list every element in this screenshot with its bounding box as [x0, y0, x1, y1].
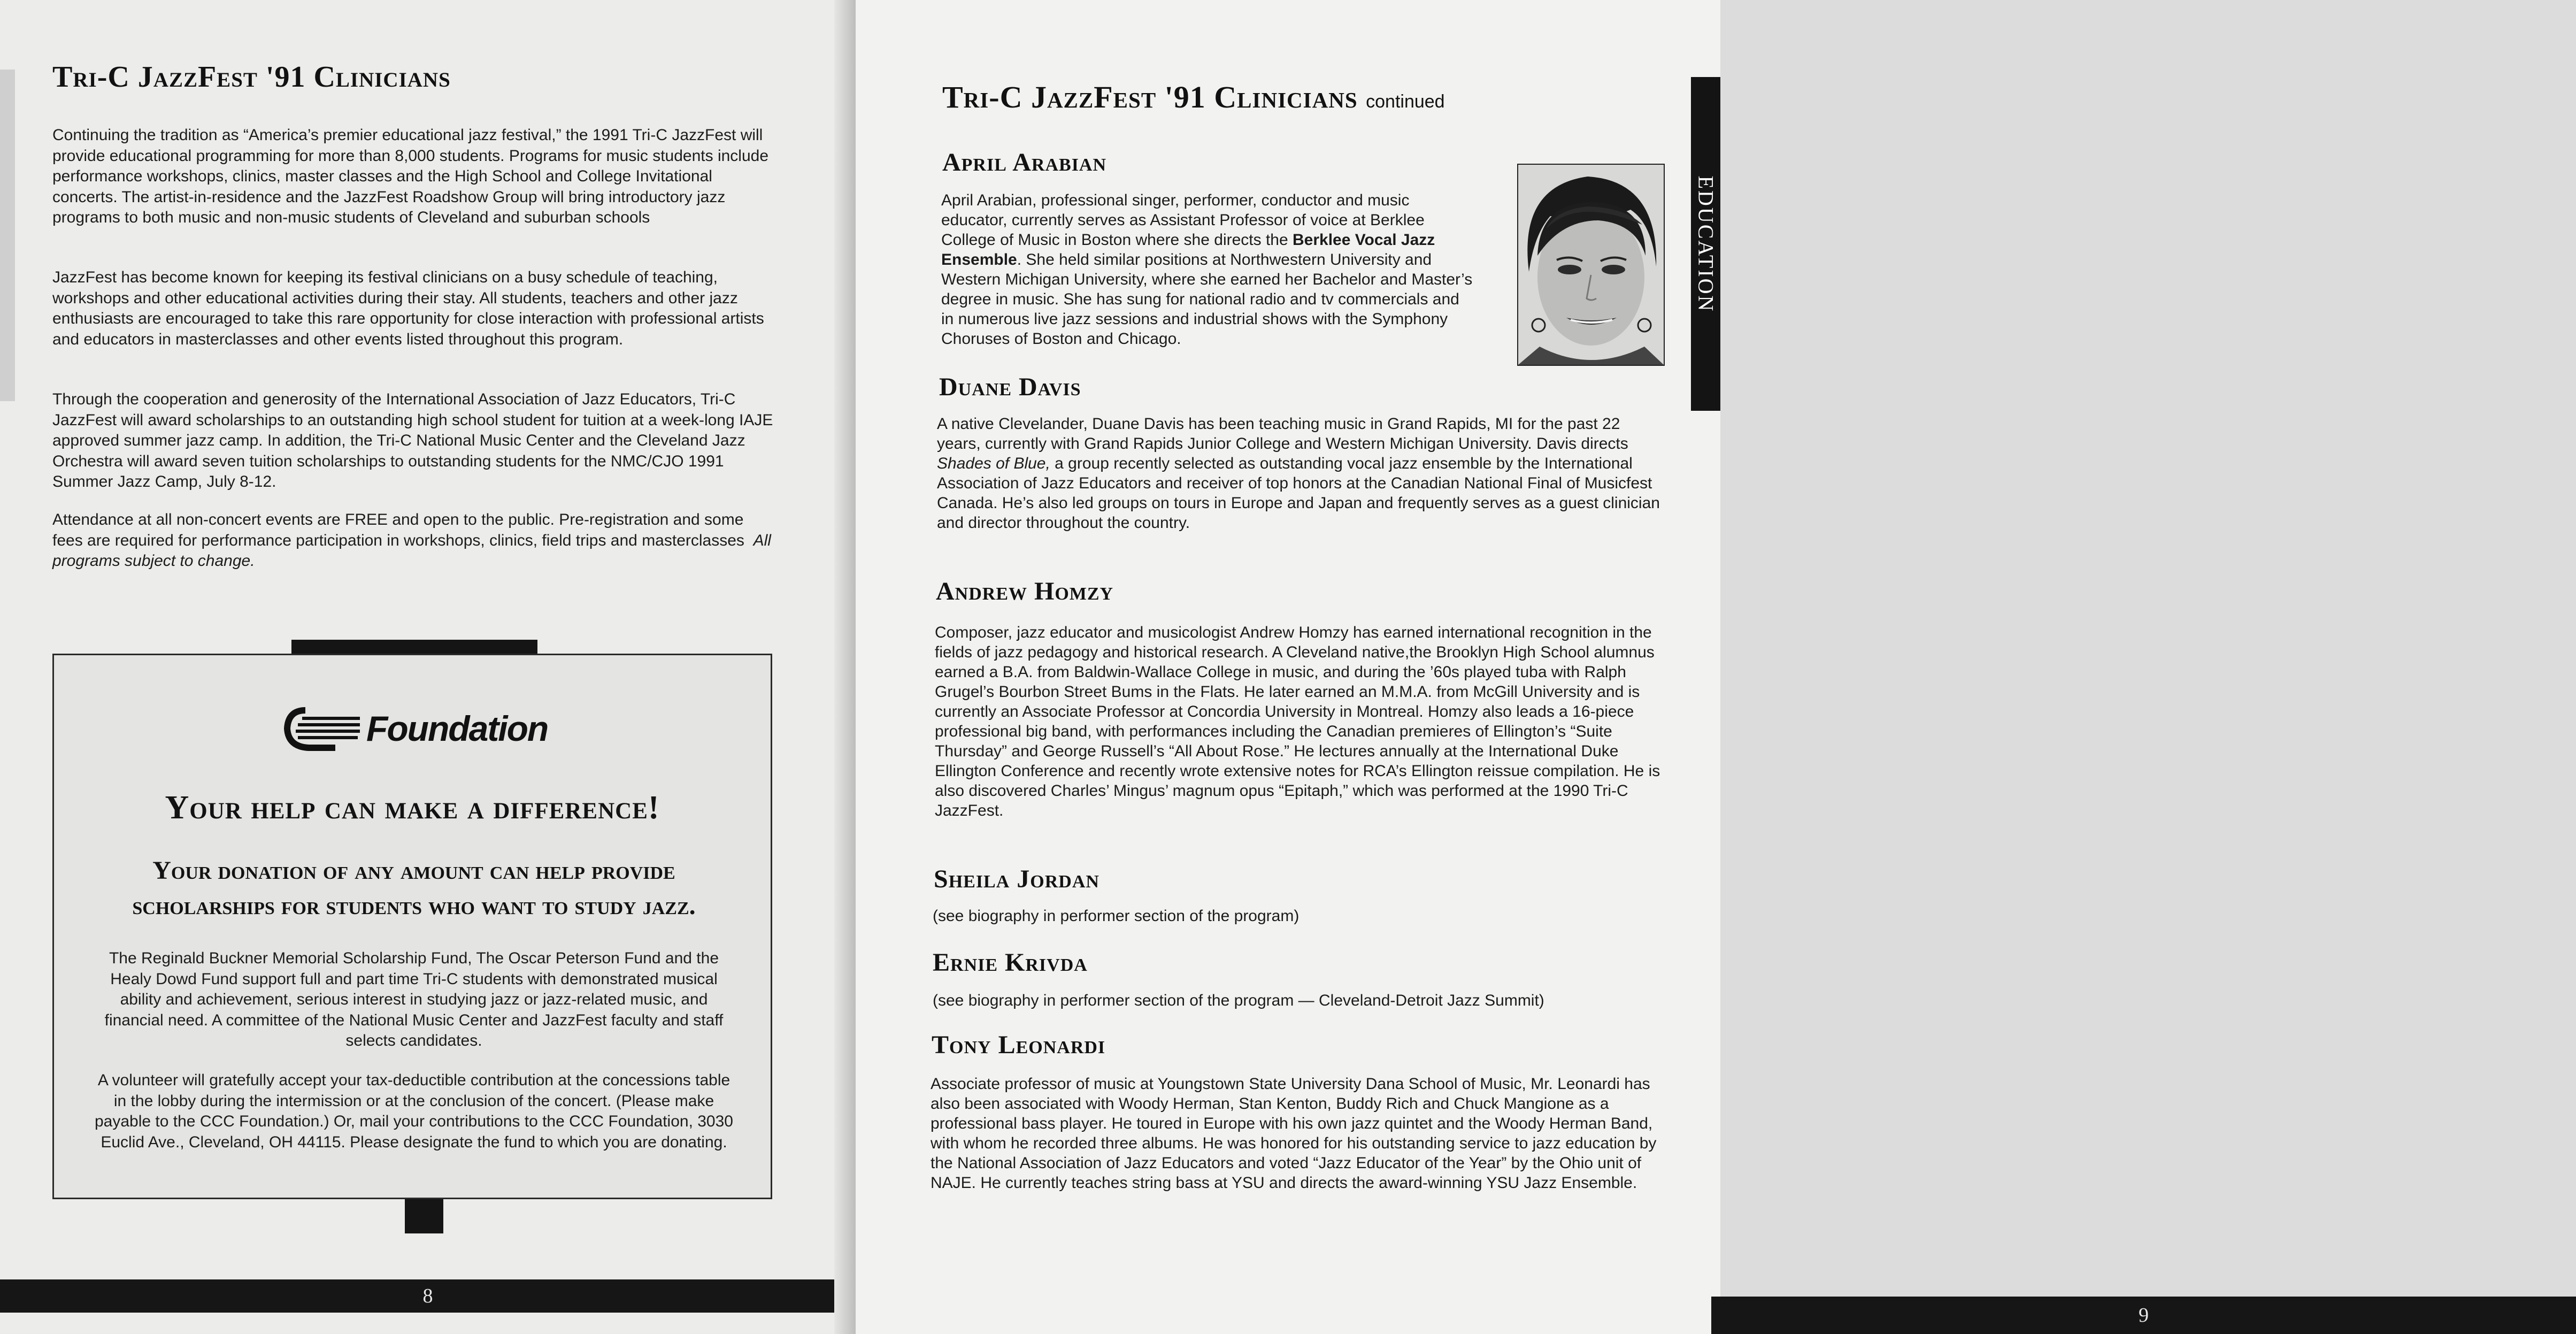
bio-italic-text: Shades of Blue,: [937, 455, 1050, 472]
clinician-photo-arabian: [1517, 164, 1665, 366]
attendance-paragraph: [52, 510, 774, 572]
clinician-bio-leonardi: Associate professor of music at Youngstown State University Dana School of Music, Mr. Leonardi has also been associated with Woody Herman, Stan Kenton, Buddy Rich and Chuck Mangione as a professional bass player. He toured in Europe with his own jazz quintet and the Woody Herman Band, with whom he recorded three albums. He was honored for his outstanding service to jazz education by the National Association of Jazz Educators and voted “Jazz Educator of the Year” by the Ohio unit of NAJE. He currently teaches string bass at YSU and directs the award-winning YSU Jazz Ensemble.: [931, 1075, 1657, 1192]
right-footer-bar: [1711, 1297, 2576, 1334]
intro-paragraph-1: Continuing the tradition as “America’s premier educational jazz festival,” the 1991 Tri-C JazzFest will provide educational programming for more than 8,000 students. Programs for music students include performance workshops, clinics, master classes and the High School and College Invitational concerts. The artist-in-residence and the JazzFest Roadshow Group will bring introductory jazz programs to both music and non-music students of Cleveland and suburban schools: [52, 126, 769, 226]
bio-text: a group recently selected as outstanding vocal jazz ensemble by the International Association of Jazz Educators and receiver of top honors at the Canadian National Final of Musicfest Canada. He’s also led groups on tours in Europe and Japan and frequently serves as a guest clinician and director throughout the country.: [937, 455, 1660, 532]
right-page-title-text: Tri-C JazzFest '91 Clinicians: [942, 80, 1358, 114]
bio-text: . She held similar positions at Northwestern University and Western Michigan University, where she earned her Bachelor and Master’s degree in music. She has sung for national radio and tv commercials and in numerous live jazz sessions and industrial shows with the Symphony Choruses of Boston and Chicago.: [941, 251, 1473, 348]
section-side-tab: [1691, 77, 1720, 411]
right-page-number: 9: [2139, 1304, 2149, 1327]
bio-text: A native Clevelander, Duane Davis has been teaching music in Grand Rapids, MI for the past 22 years, currently with Grand Rapids Junior College and Western Michigan University. Davis directs: [937, 415, 1628, 453]
intro-paragraph-3: Through the cooperation and generosity of the International Association of Jazz Educators, Tri-C JazzFest will award scholarships to an outstanding high school student for tuition at a week-long IAJE approved summer jazz camp. In addition, the Tri-C National Music Center and the Cleveland Jazz Orchestra will award seven tuition scholarships to outstanding students for the NMC/CJO 1991 Summer Jazz Camp, July 8-12.: [52, 390, 773, 490]
clinician-name-davis: Duane Davis: [939, 373, 1081, 401]
foundation-paragraph-2: A volunteer will gratefully accept your tax-deductible contribution at the concessions table in the lobby during the intermission or at the conclusion of the concert. (Please make payable to the CCC Foundation.) Or, mail your contributions to the CCC Foundation, 3030 Euclid Ave., Cleveland, OH 44115. Please designate the fund to which you are donating.: [95, 1071, 733, 1151]
bio-bold-text: Berklee Vocal Jazz Ensemble: [941, 231, 1435, 269]
foundation-box: [52, 654, 772, 1199]
foundation-headline: Your help can make a difference!: [165, 789, 660, 826]
clinician-name-arabian: April Arabian: [942, 148, 1107, 177]
foundation-paragraph-1: The Reginald Buckner Memorial Scholarship Fund, The Oscar Peterson Fund and the Healy Dowd Fund support full and part time Tri-C students with demonstrated musical ability and achievement, serious interest in studying jazz or jazz-related music, and financial need. A committee of the National Music Center and JazzFest faculty and staff selects candidates.: [104, 949, 724, 1049]
clinician-bio-jordan: (see biography in performer section of the program): [933, 907, 1299, 925]
foundation-logo: [284, 704, 548, 753]
clinician-name-homzy: Andrew Homzy: [936, 577, 1114, 605]
attendance-note: All programs subject to change.: [52, 531, 771, 570]
clinician-name-jordan: Sheila Jordan: [934, 865, 1099, 893]
right-page-title: [942, 79, 1445, 115]
clinician-name-krivda: Ernie Krivda: [933, 948, 1088, 977]
title-continued: continued: [1366, 91, 1445, 112]
portrait-image: [1518, 165, 1664, 365]
left-footer-bar: [0, 1279, 856, 1313]
clinician-bio-arabian: [941, 190, 1476, 349]
left-page: [0, 0, 856, 1334]
side-tab-label: EDUCATION: [1694, 175, 1718, 312]
foundation-logo-text: Foundation: [366, 709, 548, 748]
box-bottom-bar: [405, 1199, 443, 1233]
clinician-bio-davis: [937, 414, 1664, 533]
clinician-name-leonardi: Tony Leonardi: [932, 1031, 1106, 1059]
left-page-title: Tri-C JazzFest '91 Clinicians: [52, 60, 451, 94]
foundation-subheadline: Your donation of any amount can help provide scholarships for students who want to study jazz.: [132, 856, 696, 920]
attendance-text: Attendance at all non-concert events are FREE and open to the public. Pre-registration and some fees are required for performance participation in workshops, clinics, field trips and masterclasses: [52, 511, 744, 549]
foundation-logo-icon: [284, 706, 364, 751]
bio-text: April Arabian, professional singer, performer, conductor and music educator, currently serves as Assistant Professor of voice at Berklee College of Music in Boston where she directs the: [941, 191, 1425, 249]
clinician-bio-krivda: (see biography in performer section of the program — Cleveland-Detroit Jazz Summit): [933, 992, 1544, 1009]
page-edge-shadow: [0, 70, 15, 401]
left-page-number: 8: [422, 1285, 433, 1307]
intro-paragraph-2: JazzFest has become known for keeping its festival clinicians on a busy schedule of teaching, workshops and other educational activities during their stay. All students, teachers and other jazz enthusiasts are encouraged to take this rare opportunity for close interaction with professional artists and educators in masterclasses and other events listed throughout this program.: [52, 269, 764, 348]
clinician-bio-homzy: Composer, jazz educator and musicologist Andrew Homzy has earned international recognition in the fields of jazz pedagogy and historical research. A Cleveland native,the Brooklyn High School alumnus earned a B.A. from Baldwin-Wallace College in music, and during the ’60s played tuba with Ralph Grugel’s Bourbon Street Bums in the Flats. He later earned an M.M.A. from McGill University and is currently an Associate Professor at Concordia University in Montreal. Homzy also leads a 16-piece professional big band, with performances including the Canadian premieres of Ellington’s “Suite Thursday” and George Russell’s “All About Rose.” He lectures annually at the International Duke Ellington Conference and recently wrote extensive notes for RCA’s Ellington reissue compilation. He is also discovered Charles’ Mingus’ magnum opus “Epitaph,” which was performed at the 1990 Tri-C JazzFest.: [935, 624, 1660, 819]
